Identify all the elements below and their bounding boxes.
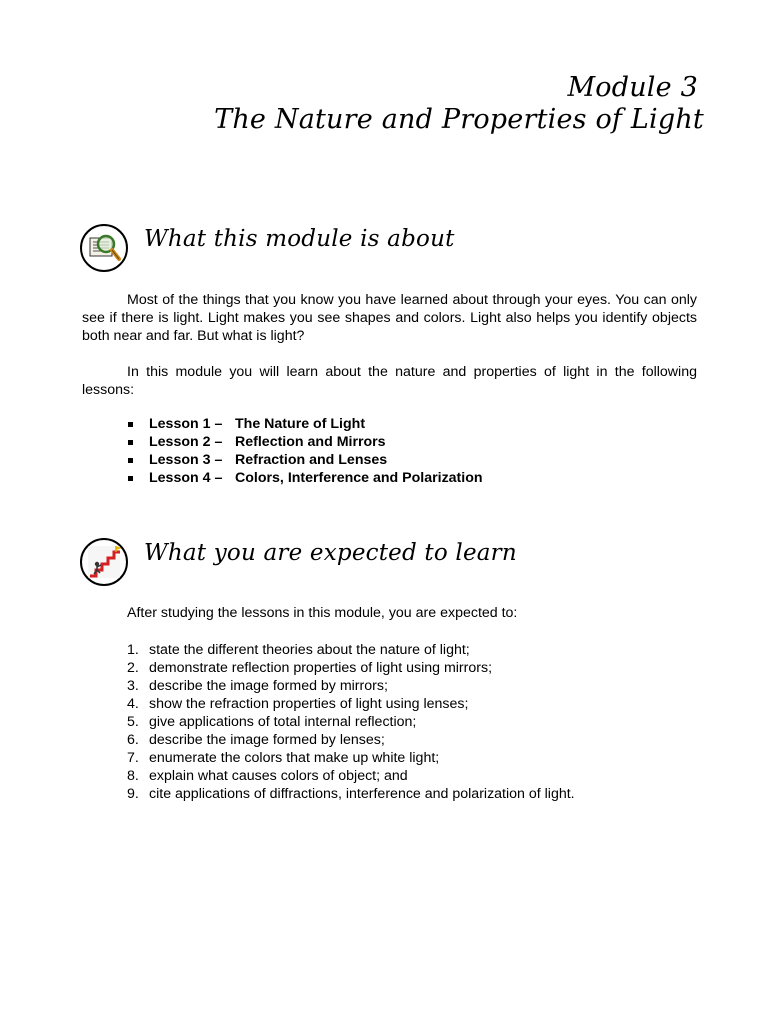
list-item bbox=[128, 469, 483, 487]
list-item bbox=[127, 641, 575, 659]
list-item bbox=[127, 749, 575, 767]
objective-number: 6. bbox=[127, 732, 139, 748]
about-section-header bbox=[80, 224, 700, 276]
list-item bbox=[128, 415, 483, 433]
objective-number: 5. bbox=[127, 714, 139, 730]
lesson-title: Reflection and Mirrors bbox=[235, 434, 386, 450]
objective-text: demonstrate reflection properties of light using mirrors; bbox=[149, 660, 493, 676]
list-item bbox=[128, 433, 483, 451]
module-number: Module 3 bbox=[567, 72, 698, 103]
about-paragraph-1: Most of the things that you know you have learned about through your eyes. You can only see if there is light. Light makes you see shapes and colors. Light also helps you identify objects both near and far. But what is light? bbox=[82, 292, 697, 344]
objective-text: cite applications of diffractions, interference and polarization of light. bbox=[149, 786, 575, 802]
square-bullet-icon bbox=[128, 458, 133, 463]
magnifier-document-icon bbox=[80, 224, 128, 272]
section-title-about: What this module is about bbox=[144, 226, 455, 252]
list-item bbox=[127, 731, 575, 749]
list-item bbox=[127, 713, 575, 731]
objective-text: enumerate the colors that make up white light; bbox=[149, 750, 440, 766]
list-item bbox=[127, 767, 575, 785]
objective-number: 7. bbox=[127, 750, 139, 766]
lesson-list bbox=[128, 415, 483, 487]
objective-number: 8. bbox=[127, 768, 139, 784]
section-title-learn: What you are expected to learn bbox=[144, 540, 517, 566]
lesson-number: Lesson 1 – bbox=[149, 416, 223, 432]
objective-text: state the different theories about the nature of light; bbox=[149, 642, 470, 658]
objective-number: 3. bbox=[127, 678, 139, 694]
objective-number: 1. bbox=[127, 642, 139, 658]
list-item bbox=[127, 695, 575, 713]
learn-section-header bbox=[80, 538, 700, 590]
lesson-title: Refraction and Lenses bbox=[235, 452, 388, 468]
list-item bbox=[128, 451, 483, 469]
lesson-title: The Nature of Light bbox=[235, 416, 366, 432]
objective-number: 9. bbox=[127, 786, 139, 802]
objective-text: describe the image formed by mirrors; bbox=[149, 678, 388, 694]
list-item bbox=[127, 659, 575, 677]
square-bullet-icon bbox=[128, 440, 133, 445]
lesson-number: Lesson 3 – bbox=[149, 452, 223, 468]
square-bullet-icon bbox=[128, 422, 133, 427]
objective-text: explain what causes colors of object; and bbox=[149, 768, 408, 784]
list-item bbox=[127, 677, 575, 695]
lesson-title: Colors, Interference and Polarization bbox=[235, 470, 483, 486]
lesson-number: Lesson 2 – bbox=[149, 434, 223, 450]
square-bullet-icon bbox=[128, 476, 133, 481]
module-title: The Nature and Properties of Light bbox=[214, 104, 704, 135]
about-paragraph-2: In this module you will learn about the nature and properties of light in the following lessons: bbox=[82, 364, 697, 398]
objective-text: describe the image formed by lenses; bbox=[149, 732, 385, 748]
learn-intro: After studying the lessons in this module, you are expected to: bbox=[127, 605, 518, 621]
stairs-climb-icon bbox=[80, 538, 128, 586]
objective-number: 4. bbox=[127, 696, 139, 712]
lesson-number: Lesson 4 – bbox=[149, 470, 223, 486]
objective-text: show the refraction properties of light using lenses; bbox=[149, 696, 469, 712]
objective-number: 2. bbox=[127, 660, 139, 676]
list-item bbox=[127, 785, 575, 803]
objectives-list bbox=[127, 641, 575, 803]
objective-text: give applications of total internal reflection; bbox=[149, 714, 417, 730]
